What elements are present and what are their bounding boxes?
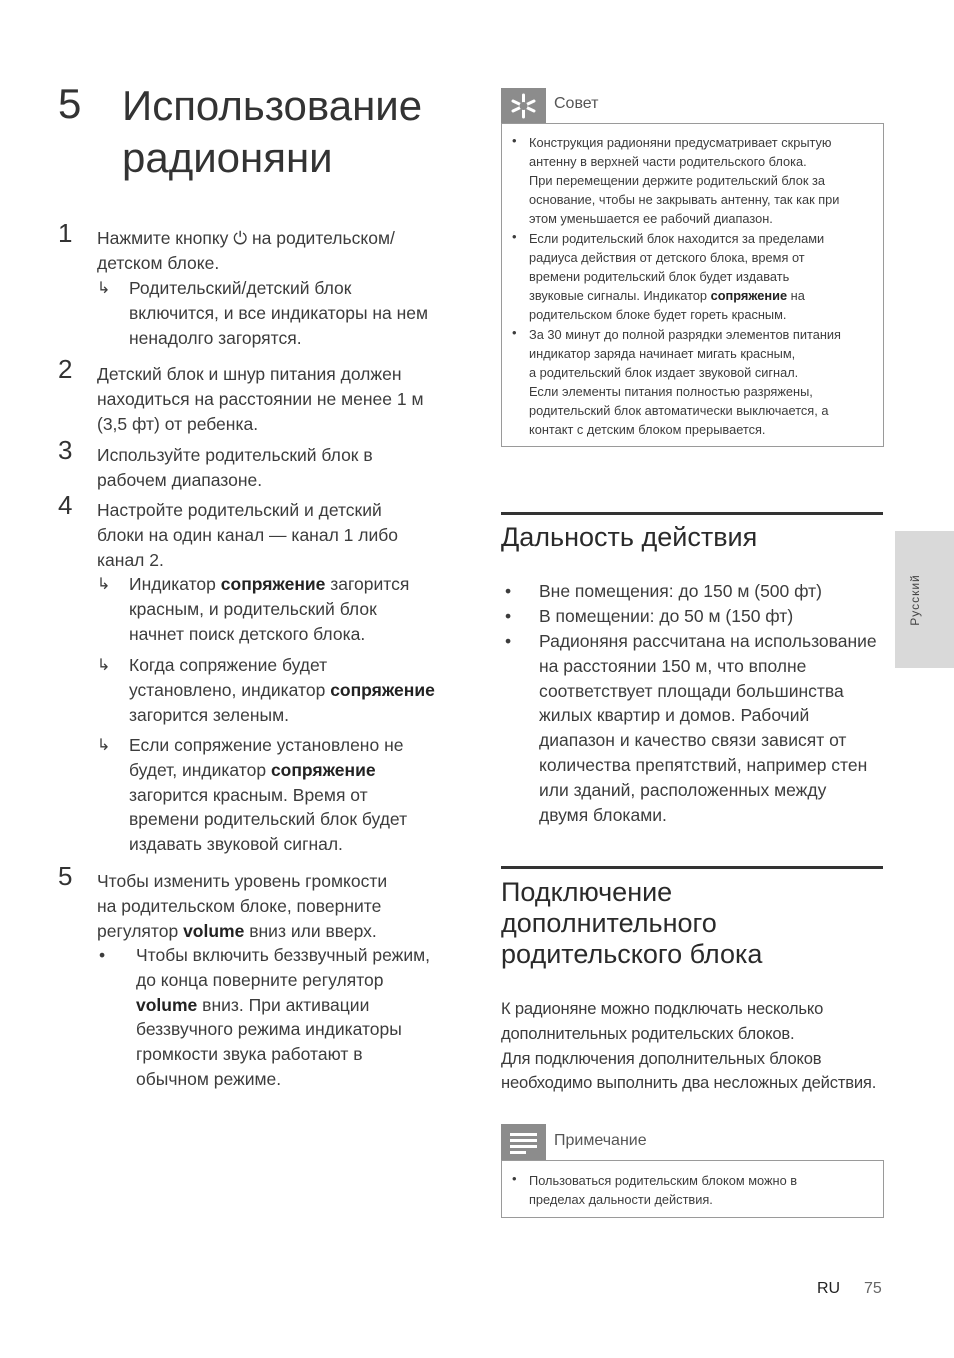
bullet-icon: • <box>512 1171 517 1186</box>
result-arrow-icon: ↳ <box>97 657 111 674</box>
step-bullet: Чтобы включить беззвучный режим, до конца поверните регулятор volume вниз. При активации беззвучного режима индикаторы громкости звука работают в обычном режиме. <box>136 945 430 1089</box>
step-result: Родительский/детский блок включится, и все индикаторы на нем ненадолго загорятся. <box>129 278 429 348</box>
tip-label: Совет <box>554 95 599 112</box>
range-item: В помещении: до 50 м (150 фт) <box>539 606 794 626</box>
bullet-icon: • <box>505 631 512 651</box>
step-text: Детский блок и шнур питания должен находиться на расстоянии не менее 1 м (3,5 фт) от ребенка. <box>97 364 424 434</box>
step-text: Нажмите кнопку ⏻ на родительском/ детском блоке. <box>97 228 395 273</box>
result-arrow-icon: ↳ <box>97 737 111 754</box>
bullet-icon: • <box>512 133 517 148</box>
asterisk-icon <box>501 88 546 124</box>
section-heading: Дальность действия <box>501 522 758 552</box>
step-number: 5 <box>58 861 73 891</box>
step-number: 1 <box>58 218 73 248</box>
bullet-icon: • <box>512 229 517 244</box>
step-number: 2 <box>58 354 73 384</box>
footer-language: RU <box>817 1280 841 1297</box>
language-side-label: Русский <box>908 573 922 626</box>
result-arrow-icon: ↳ <box>97 280 111 297</box>
note-lines-icon <box>501 1124 546 1160</box>
section-paragraph: К радионяне можно подключать несколько дополнительных родительских блоков. Для подключения дополнительных блоков необходимо выполнить два несложных действия. <box>501 999 877 1093</box>
chapter-number: 5 <box>58 80 82 127</box>
step-number: 4 <box>58 490 73 520</box>
section-heading: Подключение дополнительного родительского блока <box>501 877 763 969</box>
bullet-icon: • <box>99 945 106 965</box>
step-text: Чтобы изменить уровень громкости на родительском блоке, поверните регулятор volume вниз или вверх. <box>97 871 388 941</box>
page-number: 75 <box>864 1280 882 1297</box>
step-number: 3 <box>58 435 73 465</box>
tip-item: Если родительский блок находится за пределами радиуса действия от детского блока, время от времени родительский блок будет издавать звуковые сигналы. Индикатор сопряжение на родительском блоке будет гореть красным. <box>529 231 825 323</box>
section-rule <box>501 866 883 869</box>
bullet-icon: • <box>505 581 512 601</box>
step-result: Когда сопряжение будет установлено, индикатор сопряжение загорится зеленым. <box>129 655 435 725</box>
step-text: Настройте родительский и детский блоки на один канал — канал 1 либо канал 2. <box>97 500 398 570</box>
bullet-icon: • <box>505 606 512 626</box>
result-arrow-icon: ↳ <box>97 576 111 593</box>
step-result: Индикатор сопряжение загорится красным, и родительский блок начнет поиск детского блока. <box>129 574 410 644</box>
section-rule <box>501 512 883 515</box>
range-item: Вне помещения: до 150 м (500 фт) <box>539 581 822 601</box>
note-label: Примечание <box>554 1132 647 1149</box>
range-item: Радионяня рассчитана на использование на расстоянии 150 м, что вполне соответствует площади большинства жилых квартир и домов. Рабочий диапазон и качество связи зависят от количества препятствий, например стен или зданий, расположенных между двумя блоками. <box>539 631 877 825</box>
tip-item: За 30 минут до полной разрядки элементов питания индикатор заряда начинает мигать красным, а родительский блок издает звуковой сигнал. Если элементы питания полностью разряжены, родительский блок автоматически выключается, а контакт с детским блоком прерывается. <box>529 327 841 438</box>
step-result: Если сопряжение установлено не будет, индикатор сопряжение загорится красным. Время от времени родительский блок будет издавать звуковой сигнал. <box>129 735 408 855</box>
note-text: Пользоваться родительским блоком можно в пределах дальности действия. <box>529 1173 798 1208</box>
step-text: Используйте родительский блок в рабочем диапазоне. <box>97 445 373 490</box>
tip-item: Конструкция радионяни предусматривает скрытую антенну в верхней части родительского блока. При перемещении держите родительский блок за основание, чтобы не закрывать антенну, так как при этом уменьшается ее рабочий диапазон. <box>529 135 840 227</box>
chapter-title: Использование радионяни <box>122 82 423 181</box>
bullet-icon: • <box>512 325 517 340</box>
